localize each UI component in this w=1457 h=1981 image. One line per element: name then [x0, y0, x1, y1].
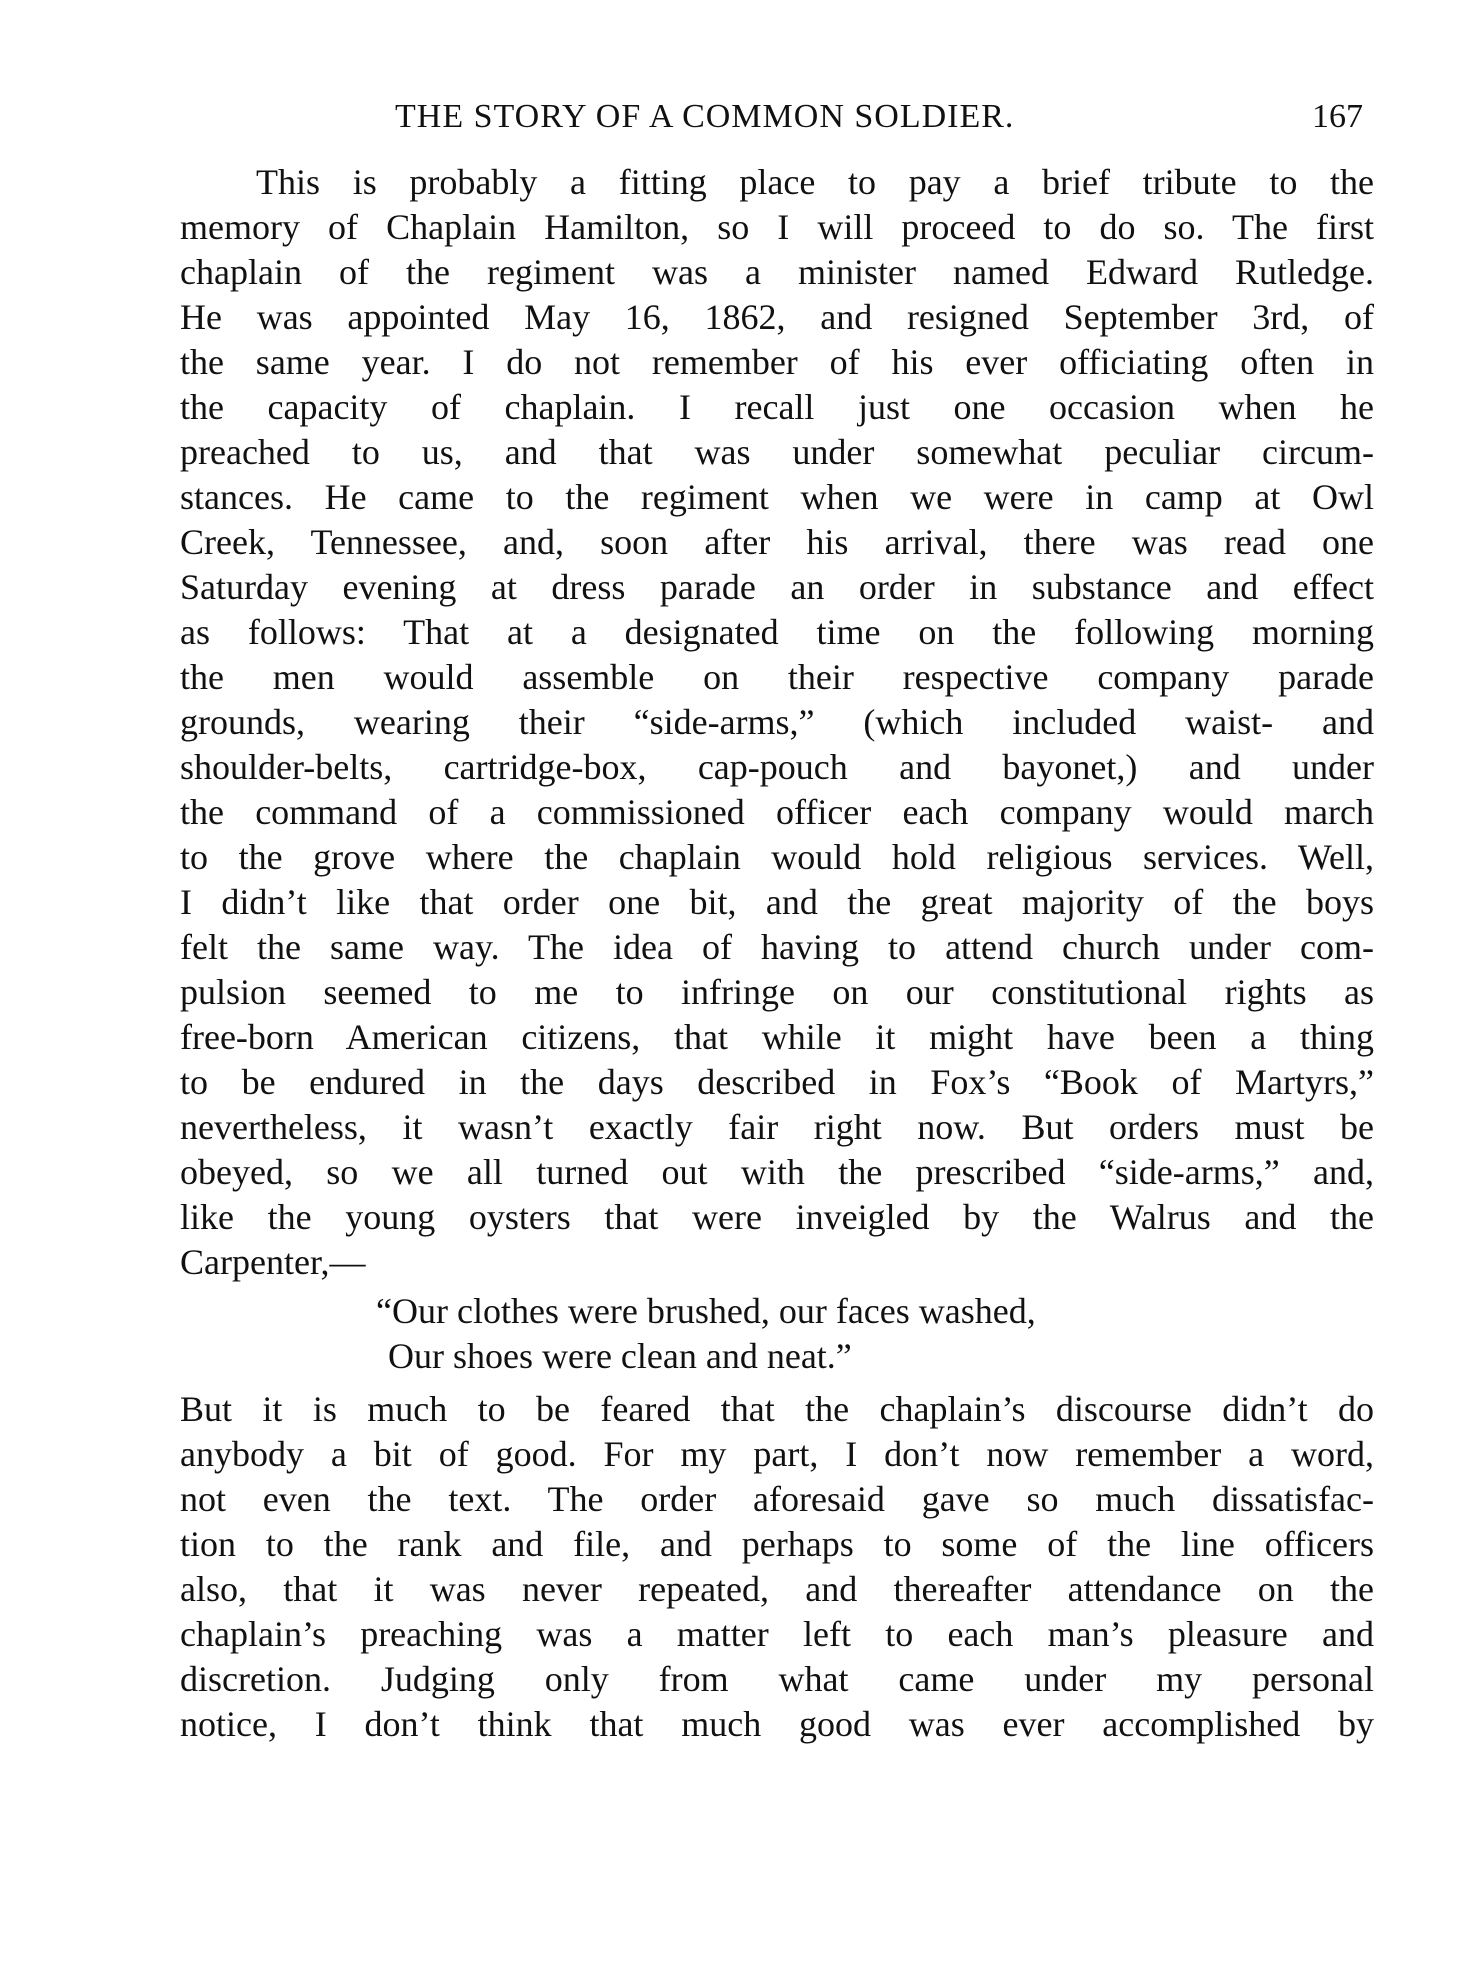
- body-text: [180, 160, 1374, 1747]
- paragraph-1: [180, 160, 1374, 1285]
- text-line: grounds, wearing their “side-arms,” (which included waist- and: [180, 702, 1374, 742]
- text-line: He was appointed May 16, 1862, and resigned September 3rd, of: [180, 297, 1374, 337]
- text-line: also, that it was never repeated, and thereafter attendance on the: [180, 1569, 1374, 1609]
- text-line: tion to the rank and file, and perhaps to some of the line officers: [180, 1524, 1374, 1564]
- text-line: discretion. Judging only from what came under my personal: [180, 1659, 1374, 1699]
- verse-line: Our shoes were clean and neat.”: [388, 1336, 852, 1376]
- text-line: like the young oysters that were inveigled by the Walrus and the: [180, 1197, 1374, 1237]
- paragraph-2: [180, 1387, 1374, 1747]
- text-line: But it is much to be feared that the chaplain’s discourse didn’t do: [180, 1389, 1374, 1429]
- text-line: to the grove where the chaplain would hold religious services. Well,: [180, 837, 1374, 877]
- text-line: This is probably a fitting place to pay a brief tribute to the: [256, 162, 1374, 202]
- verse-line: “Our clothes were brushed, our faces washed,: [376, 1291, 1036, 1331]
- text-line: not even the text. The order aforesaid gave so much dissatisfac-: [180, 1479, 1374, 1519]
- text-line: anybody a bit of good. For my part, I don’t now remember a word,: [180, 1434, 1374, 1474]
- running-title: THE STORY OF A COMMON SOLDIER.: [395, 98, 1015, 135]
- page-number: 167: [1312, 98, 1363, 135]
- text-line: obeyed, so we all turned out with the prescribed “side-arms,” and,: [180, 1152, 1374, 1192]
- verse-quote: [180, 1289, 1374, 1379]
- text-line: as follows: That at a designated time on the following morning: [180, 612, 1374, 652]
- text-line: felt the same way. The idea of having to attend church under com-: [180, 927, 1374, 967]
- text-line: nevertheless, it wasn’t exactly fair right now. But orders must be: [180, 1107, 1374, 1147]
- text-line: pulsion seemed to me to infringe on our constitutional rights as: [180, 972, 1374, 1012]
- text-line: the same year. I do not remember of his ever officiating often in: [180, 342, 1374, 382]
- text-line: Carpenter,—: [180, 1242, 366, 1282]
- text-line: free-born American citizens, that while it might have been a thing: [180, 1017, 1374, 1057]
- text-line: to be endured in the days described in Fox’s “Book of Martyrs,”: [180, 1062, 1374, 1102]
- text-line: notice, I don’t think that much good was ever accomplished by: [180, 1704, 1374, 1744]
- text-line: I didn’t like that order one bit, and the great majority of the boys: [180, 882, 1374, 922]
- text-line: the men would assemble on their respective company parade: [180, 657, 1374, 697]
- text-line: preached to us, and that was under somewhat peculiar circum-: [180, 432, 1374, 472]
- text-line: memory of Chaplain Hamilton, so I will proceed to do so. The first: [180, 207, 1374, 247]
- page-header: [0, 92, 1457, 142]
- text-line: Creek, Tennessee, and, soon after his arrival, there was read one: [180, 522, 1374, 562]
- text-line: shoulder-belts, cartridge-box, cap-pouch and bayonet,) and under: [180, 747, 1374, 787]
- text-line: the capacity of chaplain. I recall just one occasion when he: [180, 387, 1374, 427]
- text-line: Saturday evening at dress parade an order in substance and effect: [180, 567, 1374, 607]
- text-line: chaplain’s preaching was a matter left to each man’s pleasure and: [180, 1614, 1374, 1654]
- text-line: the command of a commissioned officer each company would march: [180, 792, 1374, 832]
- text-line: chaplain of the regiment was a minister named Edward Rutledge.: [180, 252, 1374, 292]
- text-line: stances. He came to the regiment when we were in camp at Owl: [180, 477, 1374, 517]
